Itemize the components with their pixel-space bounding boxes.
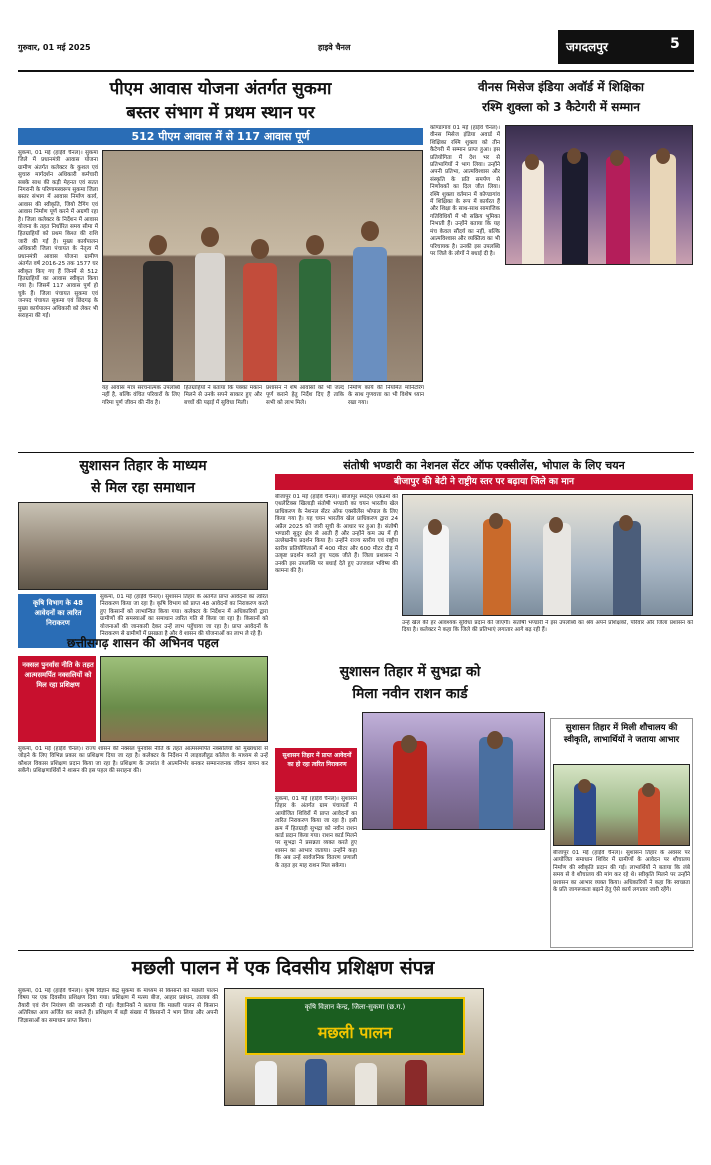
story1-body: सुकमा, 01 मई (हाईवे चैनल)। सुकमा जिले में प्रधानमंत्री आवास योजना ग्रामीण अंतर्गत कलेक्टर के कुशल एवं सुचारु मार्गदर्शन अधिकारी कर्मचारी सबके साथ की कड़ी मेहनत एवं सतत निगरानी के परिणामस्वरूप सुकमा जिला बस्तर संभाग में आवास निर्माण कार्य, आवास की स्वीकृति, जियो टैगिंग एवं आवास निर्माण पूर्ण करने में अग्रणी रहा है। जिला कलेक्टर के निर्देशन में आवास योजना के तहत निर्धारित समय सीमा में हितग्राहियों को प्रथम किश्त की राशि जारी की गई है। मुख्य कार्यपालन अधिकारी जिला पंचायत के नेतृत्व में प्रधानमंत्री आवास योजना ग्रामीण अंतर्गत वर्ष 2016-25 तक 1577 घर स्वीकृत किए गए हैं जिनमें से 512 हितग्राहियों का आवास स्वीकृत किया गया है। जिसमें 117 आवास पूर्ण हो चुके हैं। जिला पंचायत सुकमा एवं जनपद पंचायत सुकमा एवं छिंदगढ़ के मुख्य कार्यपालन अधिकारी को लेकर भी सराहना की गई। (18, 150, 98, 319)
story8-headline: मछली पालन में एक दिवसीय प्रशिक्षण संपन्न (131, 957, 435, 979)
story3-photo-meeting (18, 502, 268, 590)
story5-photo-training (100, 656, 268, 742)
story6-headline-1: सुशासन तिहार में सुभद्रा को (339, 664, 481, 680)
story8-right-column (550, 952, 693, 1148)
story4-photo-felicitation (402, 494, 693, 616)
story2-headline-2: रश्मि शुक्ला को 3 कैटेगरी में सम्मान (482, 100, 640, 114)
story8-body-cont (224, 1110, 484, 1148)
story8-banner-line-1: कृषि विज्ञान केन्द्र, जिला-सुकमा (छ.ग.) (304, 1003, 406, 1011)
story7-photo-beneficiaries (553, 764, 690, 846)
story3-sidebar-title: कृषि विभाग के 48 आवेदनों का त्वरित निराकरण (32, 599, 84, 627)
story4-subhead: बीजापुर की बेटी ने राष्ट्रीय स्तर पर बढ़ाया जिले का मान (275, 474, 693, 490)
story8-banner-main: मछली पालन (317, 1023, 393, 1042)
story1-caption-c: प्रशासन ने शेष आवासों को भी जल्द पूर्ण कराने हेतु निर्देश दिए हैं ताकि सभी को लाभ मिले। (266, 385, 344, 406)
story5-body: सुकमा, 01 मई (हाईवे चैनल)। राज्य शासन की नक्सल पुनर्वास नीति के तहत आत्मसमर्पित नक्सलियों को मुख्यधारा से जोड़ने के लिए विभिन्न प्रकार का प्रशिक्षण दिया जा रहा है। कलेक्टर के निर्देशन में लाइवलीहुड कॉलेज के माध्यम से उन्हें कौशल विकास प्रशिक्षण प्रदान किया जा रहा है। प्रशिक्षण के उपरांत वे आत्मनिर्भर बनकर सम्मानजनक जीवन यापन कर सकेंगे। प्रशिक्षणार्थियों ने शासन की इस पहल की सराहना की। (18, 746, 268, 775)
story1-photo-ribbon-cutting (102, 150, 423, 382)
story1-caption-a: यह आवास मात्र संरचनात्मक उपलब्धि नहीं है, बल्कि वंचित परिवारों के लिए गरिमा पूर्ण जीवन की नींव है। (102, 385, 180, 406)
story2-body-cont (505, 268, 693, 450)
story1-headline-1: पीएम आवास योजना अंतर्गत सुकमा (109, 79, 332, 99)
story1-caption-d: निर्माण कार्य की नियमित मॉनिटरिंग के साथ गुणवत्ता का भी विशेष ध्यान रखा गया। (348, 385, 424, 406)
story4-body-right: उन्हें खेल की हर आवश्यक सुविधा प्रदान की जाएगी। संतोषी भण्डारी ने इस उपलब्धि का श्रेय अपने प्रशिक्षकों, परिवार और जिला प्रशासन को दिया है। कलेक्टर ने कहा कि जिले की प्रतिभाएं लगातार आगे बढ़ रही हैं। (402, 620, 693, 634)
paper-name: हाइवे चैनल (318, 43, 351, 52)
page-number: 5 (670, 36, 680, 52)
divider-2 (18, 950, 694, 951)
divider-1 (18, 452, 694, 453)
date-label: गुरुवार, 01 मई 2025 (18, 43, 91, 52)
city-label: जगदलपुर (566, 40, 608, 54)
story2-headline-1: वीनस मिसेज इंडिया अवॉर्ड में शिक्षिका (477, 80, 645, 94)
story1-caption-b: हितग्राहियों ने बताया कि पक्का मकान मिलने से उनके सपने साकार हुए और बच्चों की पढ़ाई में सुविधा मिली। (184, 385, 262, 406)
story8-body: सुकमा, 01 मई (हाईवे चैनल)। कृषि विज्ञान केंद्र सुकमा के माध्यम से किसानों को मछली पालन विषय पर एक दिवसीय प्रशिक्षण दिया गया। प्रशिक्षण में मत्स्य बीज, आहार प्रबंधन, तालाब की तैयारी एवं रोग नियंत्रण की जानकारी दी गई। वैज्ञानिकों ने बताया कि मछली पालन से किसान अतिरिक्त आय अर्जित कर सकते हैं। प्रशिक्षण में बड़ी संख्या में किसानों ने भाग लिया और अपनी जिज्ञासाओं का समाधान प्राप्त किया। (18, 988, 218, 1024)
story3-headline-1: सुशासन तिहार के माध्यम (79, 458, 207, 474)
story6-body: सुकमा, 01 मई (हाईवे चैनल)। सुशासन तिहार के अंतर्गत ग्राम पंचायतों में आयोजित शिविरों में प्राप्त आवेदनों का त्वरित निराकरण किया जा रहा है। इसी क्रम में हितग्राही सुभद्रा को नवीन राशन कार्ड प्रदान किया गया। राशन कार्ड मिलने पर सुभद्रा ने प्रसन्नता व्यक्त करते हुए शासन का आभार जताया। उन्होंने कहा कि अब उन्हें सार्वजनिक वितरण प्रणाली के तहत हर माह राशन मिल सकेगा। (275, 796, 357, 869)
story7-body: बीजापुर 01 मई (हाईवे चैनल)। सुशासन तिहार के अवसर पर आयोजित समाधान शिविर में ग्रामीणों के आवेदन पर शौचालय निर्माण की स्वीकृति प्रदान की गई। लाभार्थियों ने बताया कि लंबे समय से वे शौचालय की मांग कर रहे थे। स्वीकृति मिलने पर उन्होंने प्रशासन का आभार व्यक्त किया। अधिकारियों ने कहा कि स्वच्छता के प्रति जागरूकता बढ़ाने हेतु ऐसे कार्य लगातार जारी रहेंगे। (553, 850, 690, 894)
story6-photo-ration-card (362, 712, 545, 830)
story6-body-cont (362, 834, 545, 946)
story2-photo-award (505, 125, 693, 265)
story1-subhead: 512 पीएम आवास में से 117 आवास पूर्ण (18, 128, 423, 145)
story7-headline: सुशासन तिहार में मिली शौचालय की स्वीकृति, लाभार्थियों ने जताया आभार (563, 723, 680, 745)
story8-photo-banner (224, 988, 484, 1106)
story5-sidebar-title: नक्सल पुनर्वास नीति के तहत आत्मसमर्पित नक्सलियों को मिल रहा प्रशिक्षण (22, 661, 94, 689)
story3-headline-2: से मिल रहा समाधान (91, 480, 195, 496)
story6-sidebar-title: सुशासन तिहार में प्राप्त आवेदनों का हो रहा त्वरित निराकरण (282, 752, 352, 768)
story5-headline: छत्तीसगढ़ शासन की अभिनव पहल (67, 636, 219, 650)
story4-headline: संतोषी भण्डारी का नेशनल सेंटर ऑफ एक्सीलेंस, भोपाल के लिए चयन (343, 459, 625, 472)
story6-headline-2: मिला नवीन राशन कार्ड (352, 686, 468, 702)
story2-body: कोण्डागांव 01 मई (हाईवे चैनल)। वीनस मिसेज इंडिया अवार्ड में शिक्षिका रश्मि शुक्ला को तीन कैटेगरी में सम्मान प्राप्त हुआ। इस प्रतियोगिता में देश भर से प्रतिभागियों ने भाग लिया। उन्होंने अपनी प्रतिभा, आत्मविश्वास और संस्कृति के प्रति समर्पण से निर्णायकों का दिल जीत लिया। रश्मि शुक्ला वर्तमान में कोण्डागांव में शिक्षिका के रूप में कार्यरत हैं और शिक्षा के साथ-साथ सामाजिक गतिविधियों में भी सक्रिय भूमिका निभाती हैं। उन्होंने बताया कि यह मंच केवल सौंदर्य का नहीं, बल्कि आत्मविश्वास और व्यक्तित्व का भी परिचायक है। उनकी इस उपलब्धि पर जिले के लोगों ने बधाई दी है। (430, 125, 500, 257)
story1-headline-2: बस्तर संभाग में प्रथम स्थान पर (126, 103, 315, 123)
masthead (18, 30, 694, 66)
header-rule (18, 70, 694, 72)
story3-body: सुकमा, 01 मई (हाईवे चैनल)। सुशासन तिहार के अंतर्गत प्राप्त आवेदनों का त्वरित निराकरण किया जा रहा है। कृषि विभाग को प्राप्त 48 आवेदनों का निराकरण करते हुए किसानों को लाभान्वित किया गया। कलेक्टर के निर्देशन में अधिकारियों द्वारा ग्रामीणों की समस्याओं का समाधान त्वरित गति से किया जा रहा है। किसानों को योजनाओं की जानकारी देकर उन्हें लाभ पहुँचाया जा रहा है। प्राप्त आवेदनों के निराकरण से ग्रामीणों में प्रसन्नता है और वे शासन की योजनाओं का लाभ ले रहे हैं। (100, 594, 268, 638)
story4-body: बीजापुर 01 मई (हाईवे चैनल)। बीजापुर स्पोर्ट्स एकेडमी की एथलेटिक्स खिलाड़ी संतोषी भण्डारी का चयन भारतीय खेल प्राधिकरण के नेशनल सेंटर ऑफ एक्सीलेंस भोपाल के लिए किया गया है। यह चयन भारतीय खेल प्राधिकरण द्वारा 24 अप्रैल 2025 को जारी सूची के आधार पर हुआ है। संतोषी भण्डारी सुदूर क्षेत्र से आती हैं और उन्होंने कम उम्र में ही उल्लेखनीय प्रदर्शन किया है। उन्होंने राज्य स्तरीय एवं राष्ट्रीय स्तरीय प्रतियोगिताओं में 400 मीटर और 600 मीटर दौड़ में उत्कृष्ट प्रदर्शन करते हुए पदक जीते हैं। जिला प्रशासन ने उनकी इस उपलब्धि पर बधाई देते हुए उज्जवल भविष्य की कामना की है। (275, 494, 398, 575)
